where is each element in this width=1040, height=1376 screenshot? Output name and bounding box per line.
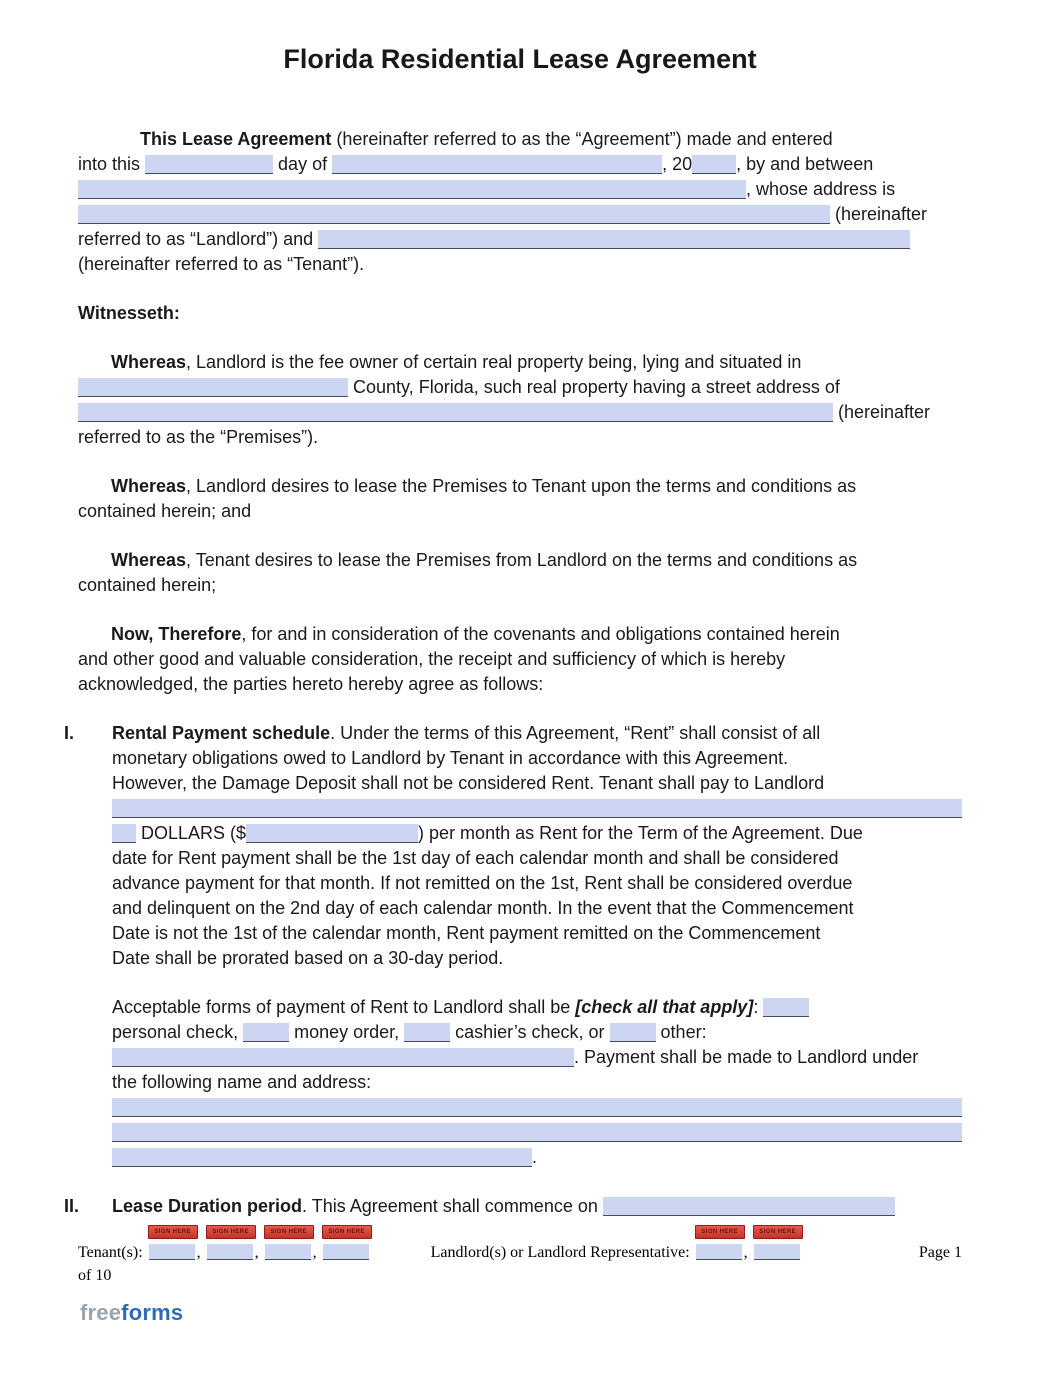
lease-duration-heading: Lease Duration period: [112, 1196, 303, 1216]
whereas3-bold: Whereas: [111, 550, 187, 570]
intro-line5-text: referred to as “Landlord”) and: [78, 229, 319, 249]
county-field[interactable]: [78, 378, 348, 397]
rent-words-continuation-field[interactable]: [112, 824, 136, 843]
item1-line2-text: monetary obligations owed to Landlord by Tenant in accordance with this Agreement.: [112, 748, 789, 768]
witnesseth-text: Witnesseth:: [78, 303, 180, 323]
money-order-checkbox-field[interactable]: [243, 1023, 289, 1042]
item1-line10-text: Date shall be prorated based on a 30-day period.: [112, 948, 504, 968]
whereas1-line1-text: , Landlord is the fee owner of certain real property being, lying and situated in: [186, 352, 802, 372]
whereas-owner-paragraph: [78, 350, 962, 450]
sign-here-tab: SIGN HERE: [753, 1225, 803, 1239]
landlord-initial-wrap-1: [696, 1229, 742, 1262]
now-therefore-line3-text: acknowledged, the parties hereto hereby agree as follows:: [78, 674, 544, 694]
sign-here-tab: SIGN HERE: [322, 1225, 372, 1239]
footer-comma: ,: [743, 1244, 748, 1261]
whereas3-line2-text: contained herein;: [78, 575, 217, 595]
payee-name-address-field-3[interactable]: [112, 1148, 532, 1167]
tenant-initial-wrap-4: [323, 1229, 369, 1262]
item1-line9-text: Date is not the 1st of the calendar month, Rent payment remitted on the Commencement: [112, 923, 821, 943]
tenant-initial-wrap-1: [149, 1229, 195, 1262]
intro-line2d-text: , by and between: [736, 154, 874, 174]
sign-here-tab: SIGN HERE: [148, 1225, 198, 1239]
footer-comma: ,: [312, 1244, 317, 1261]
rent-amount-numeric-field[interactable]: [246, 824, 418, 843]
day-of-month-field[interactable]: [145, 155, 273, 174]
payment-forms-paragraph: [112, 995, 962, 1170]
year-field[interactable]: [692, 155, 736, 174]
whereas-landlord-paragraph: [78, 474, 962, 524]
item1-line3-text: However, the Damage Deposit shall not be considered Rent. Tenant shall pay to Landlord: [112, 773, 825, 793]
landlord-initial-field-2[interactable]: [754, 1244, 800, 1260]
name-address-text: the following name and address:: [112, 1072, 372, 1092]
section-number-1: I.: [64, 723, 75, 743]
intro-line4-text: (hereinafter: [830, 204, 928, 224]
section-number-2: II.: [64, 1196, 80, 1216]
page-footer: [78, 1229, 962, 1285]
page-number-continued: of 10: [78, 1267, 112, 1284]
landlord-initial-field-1[interactable]: [696, 1244, 742, 1260]
other-description-field[interactable]: [112, 1048, 574, 1067]
intro-lead-bold: This Lease Agreement: [140, 129, 332, 149]
payment-forms-colon-text: :: [753, 997, 764, 1017]
tenant-name-field[interactable]: [318, 230, 910, 249]
payment-forms-line1-text: Acceptable forms of payment of Rent to Landlord shall be: [112, 997, 576, 1017]
tenant-initial-wrap-3: [265, 1229, 311, 1262]
footer-comma: ,: [196, 1244, 201, 1261]
sign-here-tab: SIGN HERE: [695, 1225, 745, 1239]
whereas2-line2-text: contained herein; and: [78, 501, 252, 521]
page-number: Page 1: [918, 1244, 962, 1261]
tenant-initial-field-1[interactable]: [149, 1244, 195, 1260]
item1-line1-text: . Under the terms of this Agreement, “Rent” shall consist of all: [330, 723, 821, 743]
tenant-initial-field-3[interactable]: [265, 1244, 311, 1260]
landlord-address-field[interactable]: [78, 205, 830, 224]
money-order-label: money order,: [289, 1022, 405, 1042]
landlord-name-field[interactable]: [78, 180, 746, 199]
rental-payment-heading: Rental Payment schedule: [112, 723, 331, 743]
section-lease-duration: [64, 1194, 962, 1243]
intro-line2b-text: day of: [273, 154, 333, 174]
item1-line8-text: and delinquent on the 2nd day of each calendar month. In the event that the Commencement: [112, 898, 854, 918]
tenant-initial-field-2[interactable]: [207, 1244, 253, 1260]
item1-line6-text: date for Rent payment shall be the 1st day of each calendar month and shall be considered: [112, 848, 839, 868]
whereas2-bold: Whereas: [111, 476, 187, 496]
now-therefore-line1-text: , for and in consideration of the covenants and obligations contained herein: [241, 624, 840, 644]
commencement-date-field[interactable]: [603, 1197, 895, 1216]
payee-name-address-field-2[interactable]: [112, 1123, 962, 1142]
whereas1-line4-text: referred to as the “Premises”).: [78, 427, 319, 447]
document-title: Florida Residential Lease Agreement: [283, 44, 757, 74]
premises-address-field[interactable]: [78, 403, 833, 422]
whereas1-bold: Whereas: [111, 352, 187, 372]
landlord-label: Landlord(s) or Landlord Representative:: [430, 1244, 690, 1261]
section-rental-payment: [64, 721, 962, 1194]
payment-made-text: . Payment shall be made to Landlord under: [574, 1047, 919, 1067]
item1-line7-text: advance payment for that month. If not remitted on the 1st, Rent shall be considered overdue: [112, 873, 853, 893]
logo-free-text: free: [80, 1300, 122, 1325]
witnesseth-heading: [78, 301, 962, 326]
whereas1-line2-text: County, Florida, such real property having a street address of: [348, 377, 840, 397]
payee-period-text: .: [532, 1147, 538, 1167]
rent-amount-words-field[interactable]: [112, 799, 962, 818]
other-label: other:: [655, 1022, 707, 1042]
footer-comma: ,: [254, 1244, 259, 1261]
sign-here-tab: SIGN HERE: [264, 1225, 314, 1239]
other-checkbox-field[interactable]: [610, 1023, 656, 1042]
freeforms-logo: [80, 1300, 183, 1326]
rental-payment-paragraph: [112, 721, 962, 971]
payee-name-address-field-1[interactable]: [112, 1098, 962, 1117]
footer-line: [78, 1229, 962, 1262]
sign-here-tab: SIGN HERE: [206, 1225, 256, 1239]
month-field[interactable]: [332, 155, 662, 174]
cashiers-check-label: cashier’s check, or: [450, 1022, 610, 1042]
lease-duration-paragraph: [112, 1194, 962, 1219]
intro-line6-text: (hereinafter referred to as “Tenant”).: [78, 254, 365, 274]
intro-line2c-text: , 20: [662, 154, 693, 174]
tenant-initial-field-4[interactable]: [323, 1244, 369, 1260]
item1-line5a-text: DOLLARS ($: [136, 823, 247, 843]
logo-forms-text: forms: [121, 1300, 184, 1325]
tenants-label: Tenant(s):: [78, 1244, 143, 1261]
item2-line1-text: . This Agreement shall commence on: [302, 1196, 603, 1216]
whereas1-line3-text: (hereinafter: [833, 402, 931, 422]
item1-line5b-text: ) per month as Rent for the Term of the Agreement. Due: [418, 823, 863, 843]
cashiers-check-checkbox-field[interactable]: [404, 1023, 450, 1042]
whereas-tenant-paragraph: [78, 548, 962, 598]
whereas3-line1-text: , Tenant desires to lease the Premises from Landlord on the terms and conditions as: [186, 550, 858, 570]
intro-line2a-text: into this: [78, 154, 146, 174]
now-therefore-line2-text: and other good and valuable consideration, the receipt and sufficiency of which is hereby: [78, 649, 786, 669]
intro-line3-text: , whose address is: [746, 179, 896, 199]
personal-check-label: personal check,: [112, 1022, 244, 1042]
personal-check-checkbox-field[interactable]: [763, 998, 809, 1017]
whereas2-line1-text: , Landlord desires to lease the Premises to Tenant upon the terms and conditions as: [186, 476, 857, 496]
tenant-initial-wrap-2: [207, 1229, 253, 1262]
landlord-initial-wrap-2: [754, 1229, 800, 1262]
now-therefore-bold: Now, Therefore: [111, 624, 242, 644]
intro-paragraph: [78, 127, 962, 277]
intro-line1-text: (hereinafter referred to as the “Agreement”) made and entered: [331, 129, 833, 149]
check-all-that-apply-text: [check all that apply]: [575, 997, 754, 1017]
now-therefore-paragraph: [78, 622, 962, 697]
